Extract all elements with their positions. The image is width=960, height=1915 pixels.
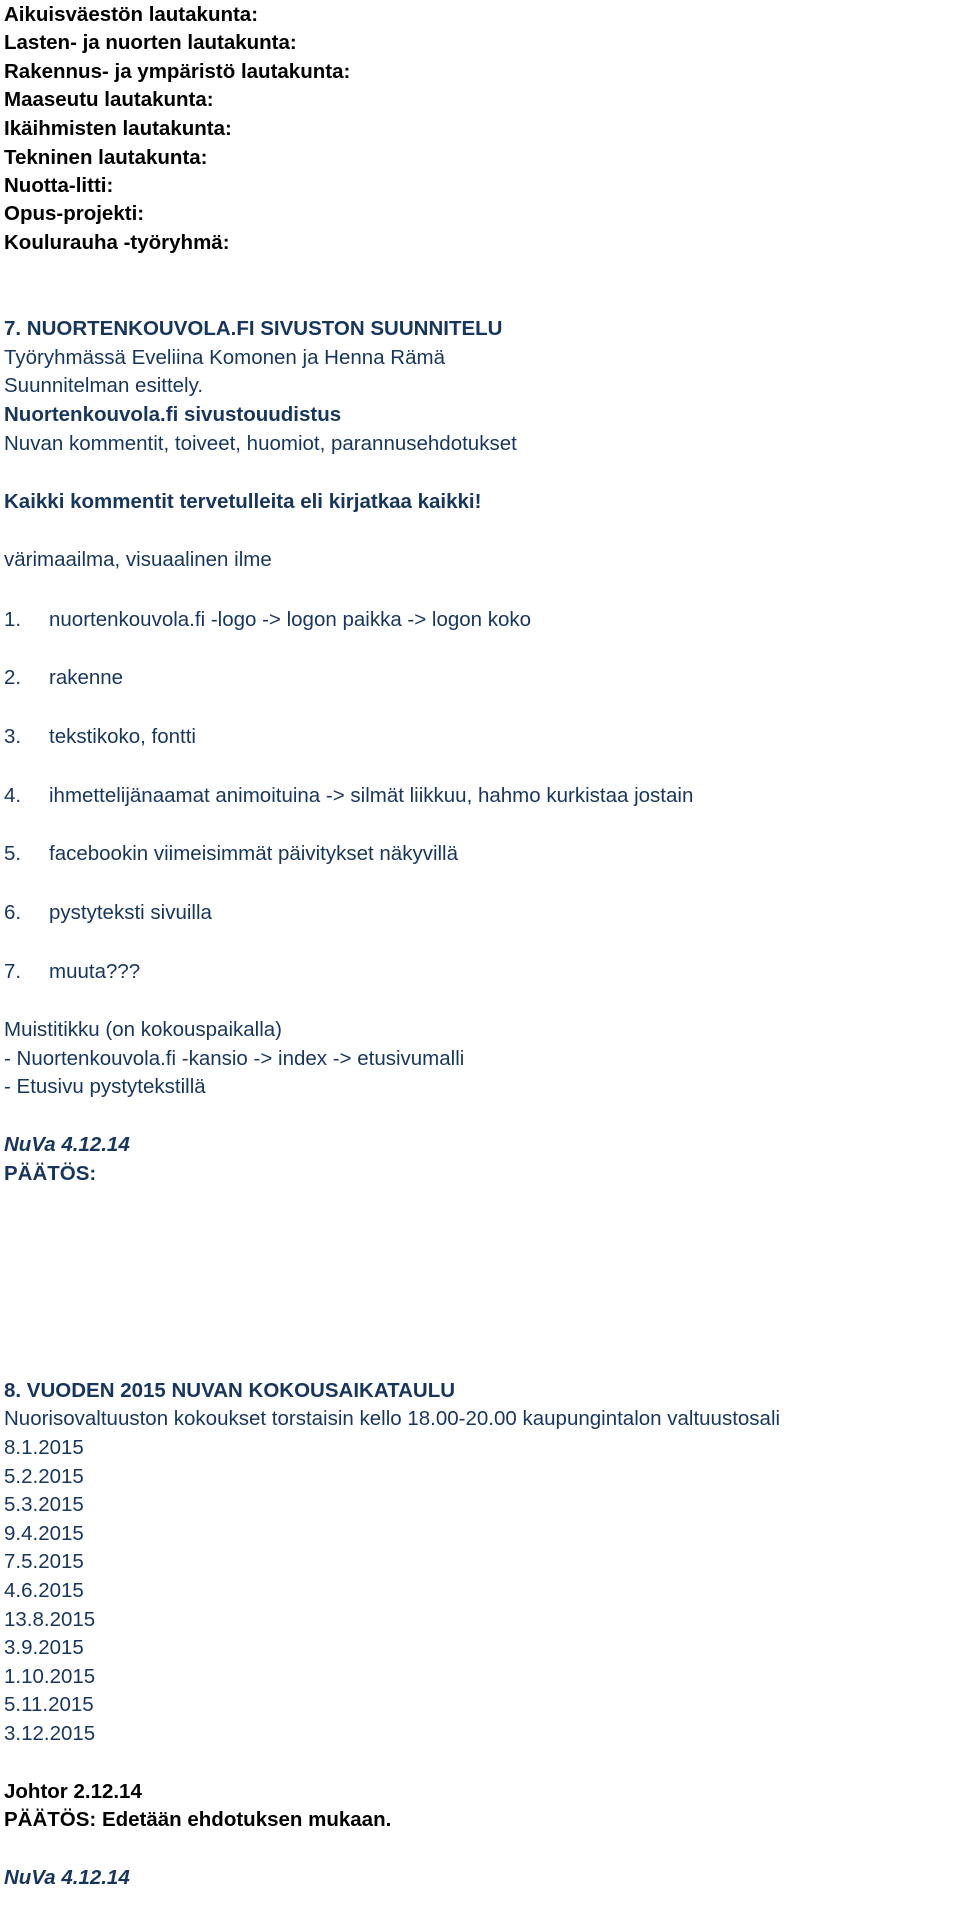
comments-line: Nuvan kommentit, toiveet, huomiot, parannusehdotukset (4, 432, 517, 455)
list-number: 3. (4, 725, 22, 748)
meeting-date: 5.3.2015 (4, 1493, 84, 1516)
meeting-date: 4.6.2015 (4, 1579, 84, 1602)
list-text: facebookin viimeisimmät päivitykset näkyvillä (49, 842, 459, 865)
committee-item: Koulurauha -työryhmä: (4, 231, 230, 254)
memory-item: - Etusivu pystytekstillä (4, 1075, 206, 1098)
nuva-date: NuVa 4.12.14 (4, 1133, 130, 1156)
decision-label: PÄÄTÖS: (4, 1162, 97, 1185)
list-number: 2. (4, 666, 22, 689)
committee-item: Ikäihmisten lautakunta: (4, 117, 232, 140)
meeting-date: 5.2.2015 (4, 1465, 84, 1488)
list-text: rakenne (49, 666, 124, 689)
list-number: 6. (4, 901, 22, 924)
johtor-decision: PÄÄTÖS: Edetään ehdotuksen mukaan. (4, 1808, 392, 1831)
meeting-date: 5.11.2015 (4, 1693, 94, 1716)
johtor-date: Johtor 2.12.14 (4, 1780, 142, 1803)
list-number: 1. (4, 608, 22, 631)
section-heading: 8. VUODEN 2015 NUVAN KOKOUSAIKATAULU (4, 1379, 456, 1402)
list-text: muuta??? (49, 960, 141, 983)
meeting-date: 7.5.2015 (4, 1550, 84, 1573)
list-number: 4. (4, 784, 22, 807)
list-text: tekstikoko, fontti (49, 725, 196, 748)
list-text: ihmettelijänaamat animoituina -> silmät liikkuu, hahmo kurkistaa jostain (49, 784, 694, 807)
committee-item: Nuotta-litti: (4, 174, 114, 197)
working-group-line: Työryhmässä Eveliina Komonen ja Henna Rämä (4, 346, 445, 369)
welcome-line: Kaikki kommentit tervetulleita eli kirjatkaa kaikki! (4, 490, 482, 513)
committee-item: Maaseutu lautakunta: (4, 88, 214, 111)
schedule-intro: Nuorisovaltuuston kokoukset torstaisin kello 18.00-20.00 kaupungintalon valtuustosali (4, 1407, 781, 1430)
atmosphere-line: värimaailma, visuaalinen ilme (4, 548, 272, 571)
meeting-date: 3.12.2015 (4, 1722, 96, 1745)
committee-item: Lasten- ja nuorten lautakunta: (4, 31, 297, 54)
list-number: 5. (4, 842, 22, 865)
meeting-date: 13.8.2015 (4, 1608, 96, 1631)
committee-item: Opus-projekti: (4, 202, 145, 225)
meeting-date: 8.1.2015 (4, 1436, 84, 1459)
meeting-date: 3.9.2015 (4, 1636, 84, 1659)
subheading: Nuortenkouvola.fi sivustouudistus (4, 403, 342, 426)
memory-stick-line: Muistitikku (on kokouspaikalla) (4, 1018, 283, 1041)
list-text: pystyteksti sivuilla (49, 901, 212, 924)
memory-item: - Nuortenkouvola.fi -kansio -> index -> etusivumalli (4, 1047, 465, 1070)
committee-item: Rakennus- ja ympäristö lautakunta: (4, 60, 351, 83)
section-heading: 7. NUORTENKOUVOLA.FI SIVUSTON SUUNNITELU (4, 317, 503, 340)
presentation-line: Suunnitelman esittely. (4, 374, 204, 397)
nuva-date: NuVa 4.12.14 (4, 1866, 130, 1889)
list-number: 7. (4, 960, 22, 983)
committee-item: Tekninen lautakunta: (4, 146, 208, 169)
meeting-date: 1.10.2015 (4, 1665, 96, 1688)
list-text: nuortenkouvola.fi -logo -> logon paikka -> logon koko (49, 608, 532, 631)
meeting-date: 9.4.2015 (4, 1522, 84, 1545)
committee-item: Aikuisväestön lautakunta: (4, 3, 259, 26)
